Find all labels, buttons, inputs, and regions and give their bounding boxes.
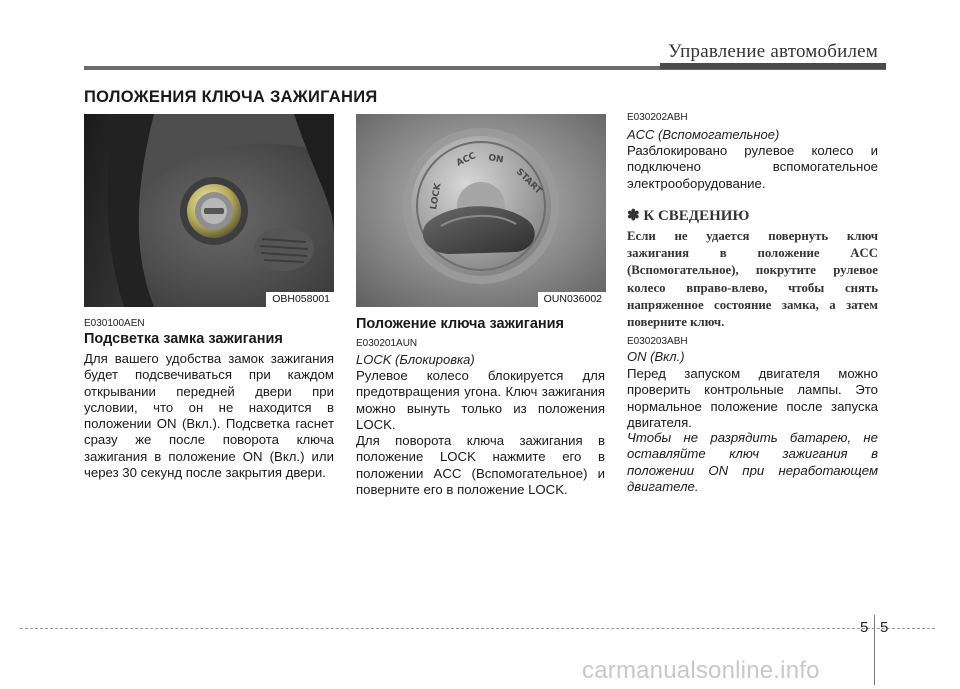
subheading-acc: ACC (Вспомогательное) [627,127,780,142]
note-heading [627,206,749,225]
dial-label-lock: LOCK [429,182,444,211]
figure-caption-middle: OUN036002 [538,292,606,307]
note-icon: ✽ [627,208,640,224]
dial-label-start: START [513,167,544,197]
note-body: Если не удается повернуть ключ зажигания в положение ACC (Вспомогательное), покрутите рулевое колесо вправо-влево, чтобы снять напряженное состояние замка, а затем поверните ключ. [627,229,878,330]
page-chapter: 5 [860,619,869,636]
doc-code: E030100AEN [84,318,145,329]
subheading-lock: LOCK (Блокировка) [356,352,475,367]
key-dial-photo [356,114,606,307]
heading-lock-illumination: Подсветка замка зажигания [84,331,283,347]
section-title: ПОЛОЖЕНИЯ КЛЮЧА ЗАЖИГАНИЯ [84,88,378,106]
header-rule-accent [660,63,886,69]
subheading-on: ON (Вкл.) [627,349,685,364]
paragraph-battery-warning: Чтобы не разрядить батарею, не оставляйте ключ зажигания в положении ON при неработающем двигателе. [627,430,878,494]
running-header: Управление автомобилем [668,41,878,62]
paragraph-acc: Разблокировано рулевое колесо и подключено вспомогательное электрооборудование. [627,143,878,191]
footer-rule [20,628,935,629]
footer-divider [874,615,875,685]
paragraph-lock-1: Рулевое колесо блокируется для предотвращения угона. Ключ зажигания можно вынуть только из положения LOCK. [356,368,605,432]
doc-code: E030202ABH [627,112,688,123]
doc-code: E030201AUN [356,338,418,349]
paragraph-illumination: Для вашего удобства замок зажигания будет подсвечиваться при каждом открывании передней двери при условии, что он не находится в положении ON (Вкл.). Подсветка гаснет сразу же после поворота ключа зажигания в положение ON (Вкл.) или через 30 секунд после закрытия двери. [84,351,334,481]
dial-label-on: ON [487,153,505,166]
key-dial-illustration [356,114,606,307]
heading-key-positions: Положение ключа зажигания [356,316,565,332]
paragraph-on: Перед запуском двигателя можно проверить контрольные лампы. Это нормальное положение после запуска двигателя. [627,366,878,430]
doc-code: E030203ABH [627,336,688,347]
figure-caption-left: OBH058001 [266,292,334,307]
watermark: carmanualsonline.info [582,657,820,684]
ignition-photo [84,114,334,307]
ignition-photo-illustration [84,114,334,307]
page-number-value: 5 [880,619,889,636]
note-title: К СВЕДЕНИЮ [643,208,750,224]
dial-label-acc: ACC [455,151,478,169]
paragraph-lock-2: Для поворота ключа зажигания в положение LOCK нажмите его в положении ACC (Вспомогательное) и поверните его в положение LOCK. [356,433,605,497]
